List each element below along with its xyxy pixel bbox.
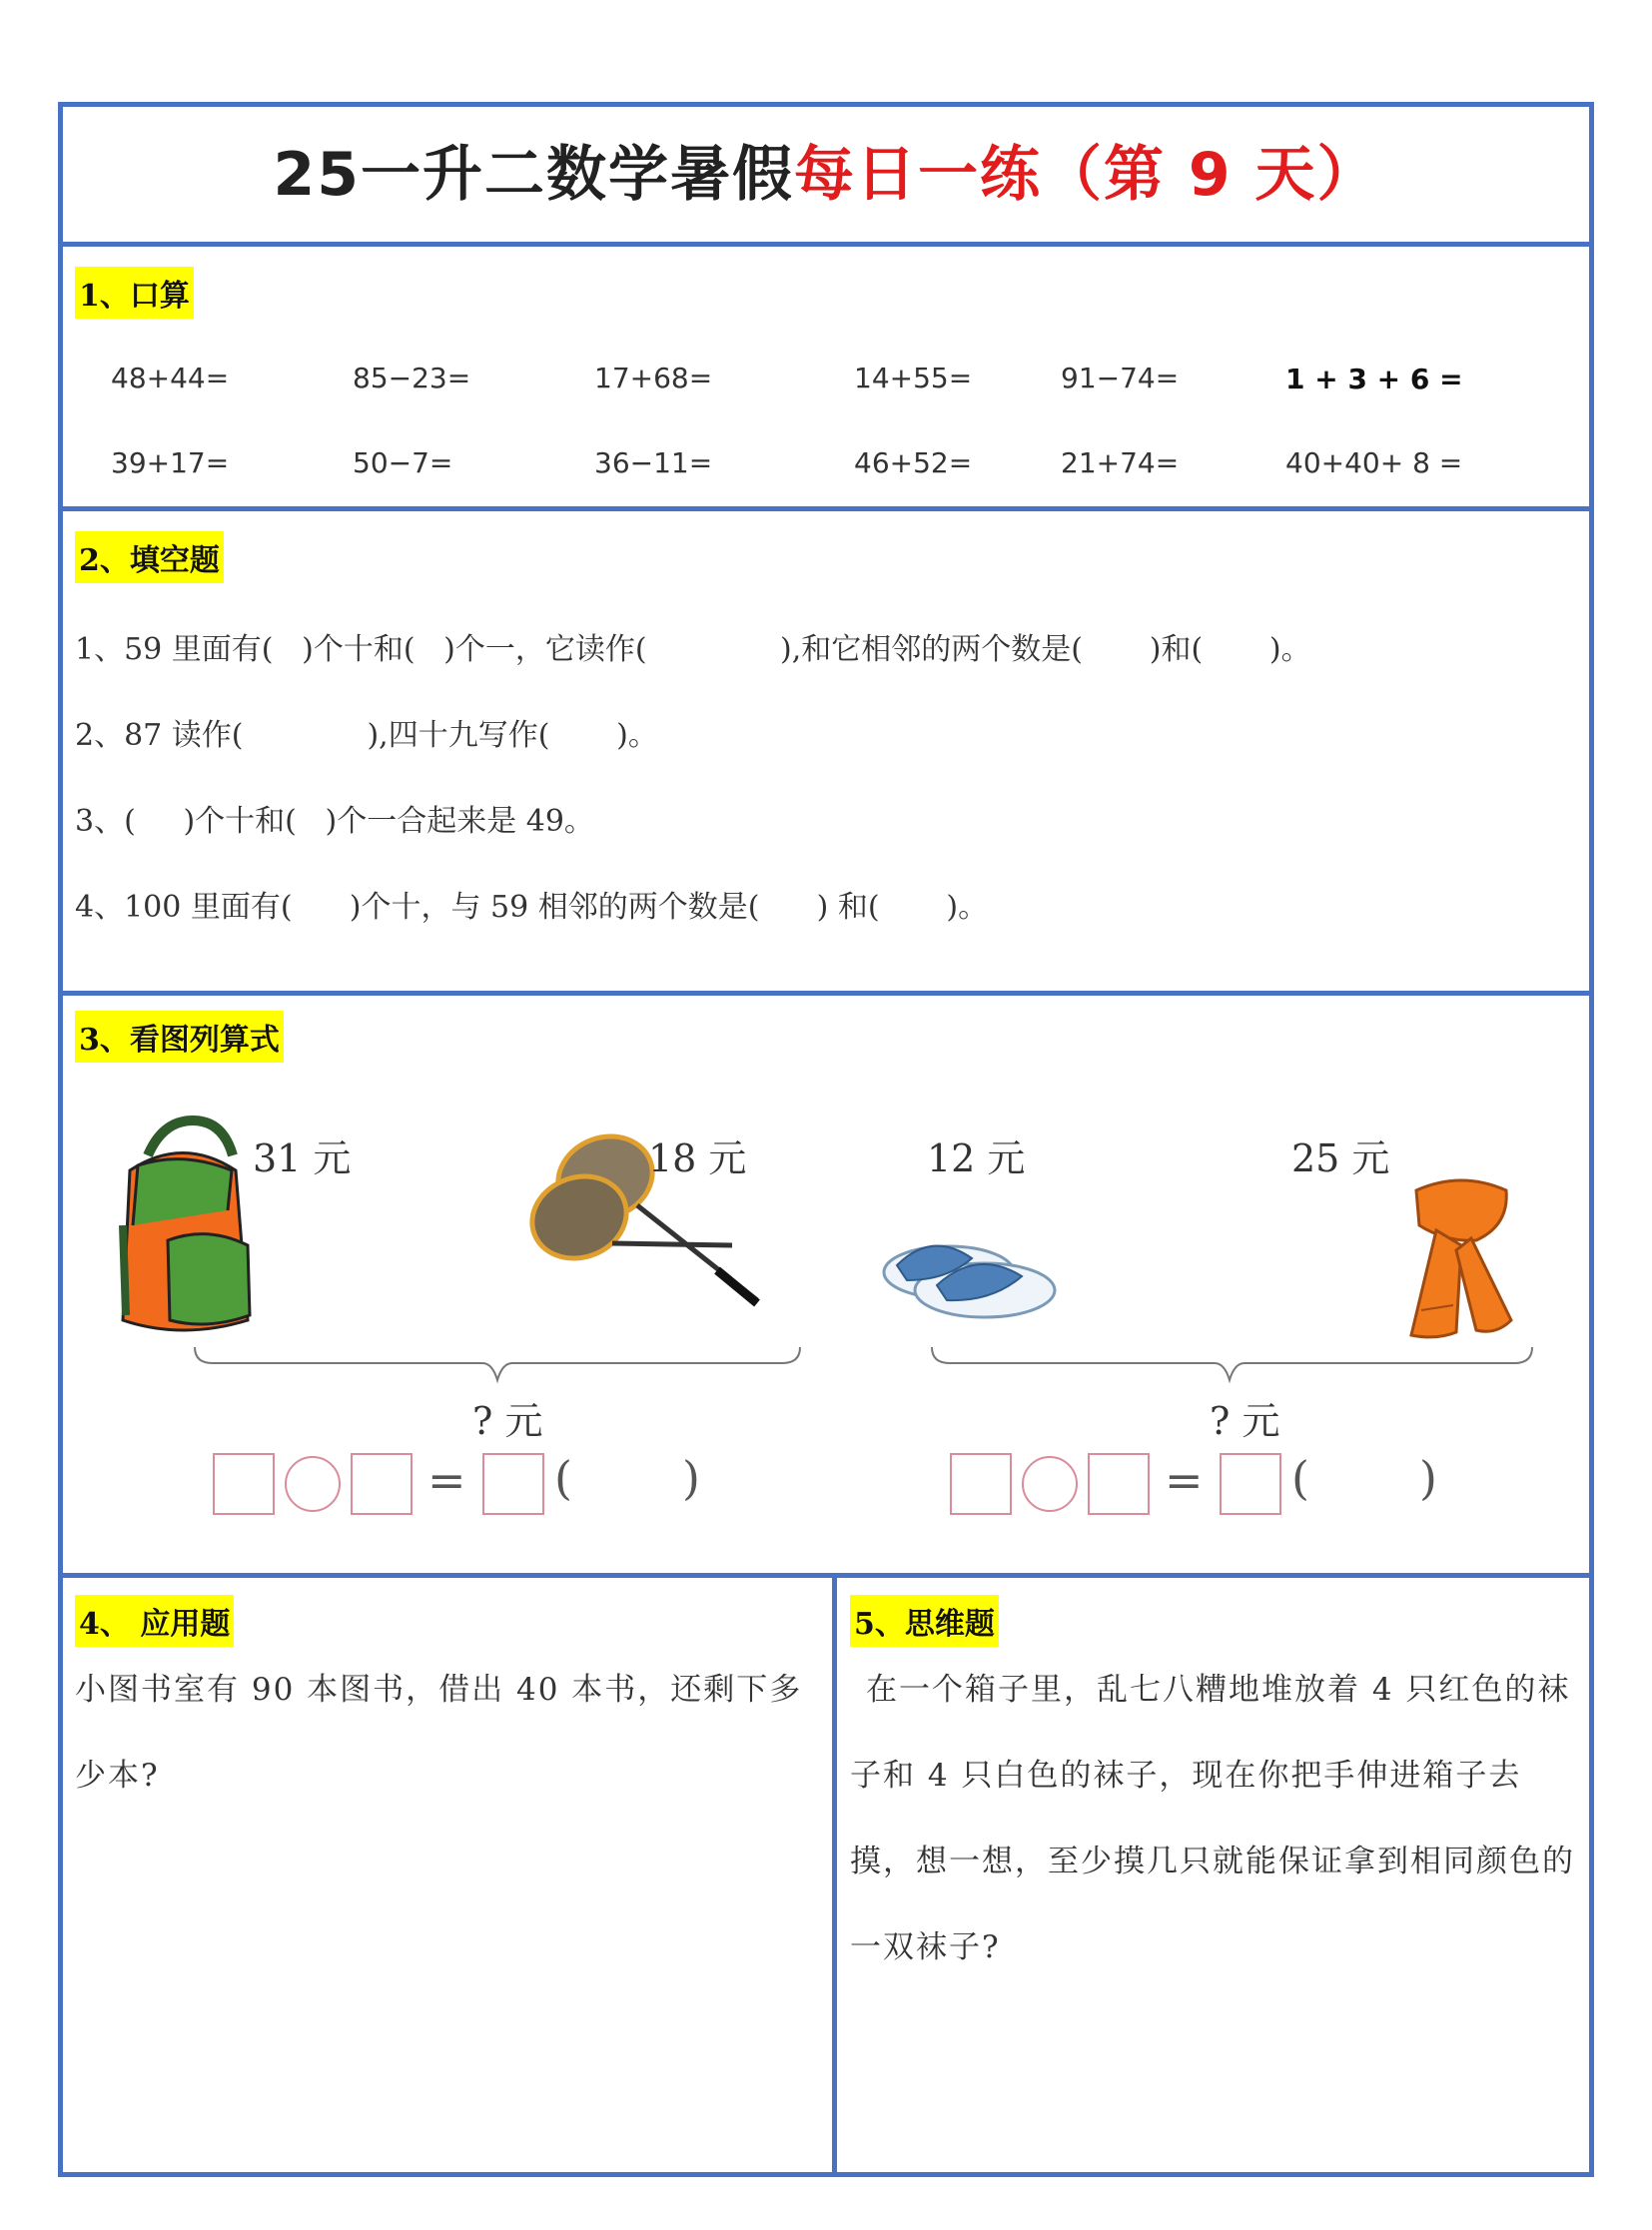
divider (63, 1573, 1589, 1578)
divider (63, 242, 1589, 247)
calc-item: 50−7= (353, 446, 453, 479)
title-main: 25一升二数学暑假 (273, 140, 794, 210)
calc-item: 91−74= (1061, 362, 1180, 394)
calc-item: 17+68= (594, 362, 713, 394)
backpack-icon (108, 1115, 258, 1340)
calc-item: 14+55= (854, 362, 973, 394)
equals-sign: = (427, 1453, 466, 1507)
unit-paren-close: ) (1419, 1451, 1437, 1505)
title-highlight: 每日一练（第 9 天） (793, 140, 1379, 210)
word-problem-text: 小图书室有 90 本图书，借出 40 本书，还剩下多少本? (75, 1672, 803, 1794)
brace (930, 1345, 1534, 1385)
section2-title: 2、填空题 (75, 531, 224, 583)
divider (63, 991, 1589, 996)
answer-box[interactable] (213, 1453, 275, 1515)
calc-item: 39+17= (111, 446, 230, 479)
column-divider (832, 1573, 837, 2177)
calc-item: 85−23= (353, 362, 471, 394)
scarf-price: 25 元 (1291, 1136, 1390, 1180)
backpack-price: 31 元 (253, 1136, 352, 1180)
answer-box[interactable] (482, 1453, 544, 1515)
section5-title: 5、思维题 (850, 1595, 999, 1647)
fill-blank-question: 3、( )个十和( )个一合起来是 49。 (75, 804, 594, 839)
page-title (63, 127, 1589, 213)
slippers-icon (877, 1210, 1067, 1320)
operator-circle[interactable] (285, 1456, 341, 1512)
answer-box[interactable] (1088, 1453, 1150, 1515)
question-total: ? 元 (472, 1399, 543, 1443)
answer-box[interactable] (950, 1453, 1012, 1515)
calc-item: 40+40+ 8 = (1285, 446, 1463, 479)
operator-circle[interactable] (1022, 1456, 1078, 1512)
section1-title: 1、口算 (75, 267, 194, 319)
section4-title: 4、 应用题 (75, 1595, 234, 1647)
answer-box[interactable] (1220, 1453, 1281, 1515)
thinking-problem-text: 在一个箱子里，乱七八糟地堆放着 4 只红色的袜子和 4 只白色的袜子，现在你把手伸进箱子去摸，想一想，至少摸几只就能保证拿到相同颜色的一双袜子? (850, 1672, 1575, 1965)
question-total: ? 元 (1210, 1399, 1280, 1443)
section3-title: 3、看图列算式 (75, 1011, 284, 1063)
rackets-price: 18 元 (648, 1136, 747, 1180)
calc-item: 21+74= (1061, 446, 1180, 479)
calc-item: 46+52= (854, 446, 973, 479)
fill-blank-question: 4、100 里面有( )个十，与 59 相邻的两个数是( ) 和( )。 (75, 890, 989, 925)
answer-box[interactable] (351, 1453, 413, 1515)
slippers-price: 12 元 (927, 1136, 1026, 1180)
unit-paren-open: ( (1291, 1451, 1309, 1505)
fill-blank-question: 1、59 里面有( )个十和( )个一，它读作( ),和它相邻的两个数是( )和( )。 (75, 632, 1311, 667)
fill-blank-question: 2、87 读作( ),四十九写作( )。 (75, 718, 658, 753)
worksheet (58, 102, 1594, 2177)
brace (193, 1345, 802, 1385)
calc-item: 36−11= (594, 446, 713, 479)
equals-sign: = (1165, 1453, 1204, 1507)
unit-paren-close: ) (682, 1451, 700, 1505)
unit-paren-open: ( (554, 1451, 572, 1505)
scarf-icon (1391, 1170, 1531, 1345)
calc-item: 1 + 3 + 6 = (1285, 363, 1463, 395)
divider (63, 506, 1589, 511)
calc-item: 48+44= (111, 362, 230, 394)
